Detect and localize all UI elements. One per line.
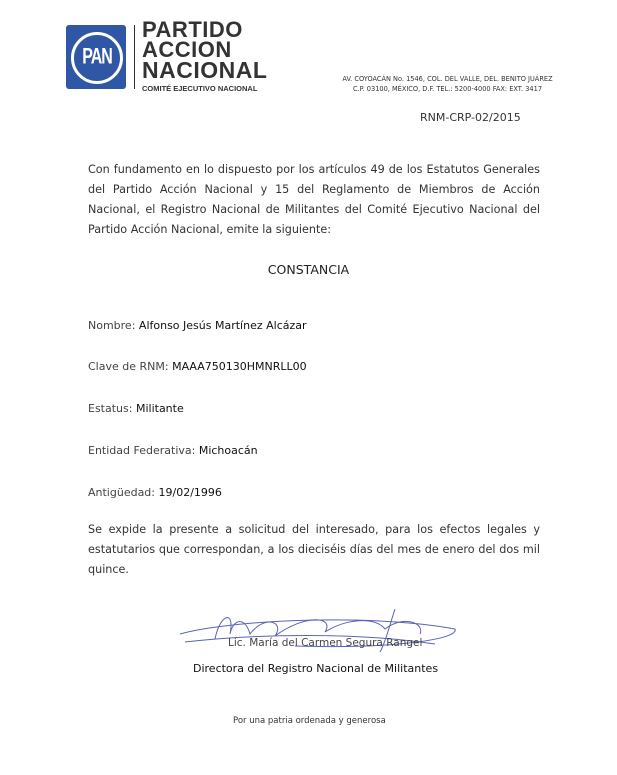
- address-line: AV. COYOACÁN No. 1546, COL. DEL VALLE, DEL. BENITO JUÁREZ: [342, 75, 553, 83]
- pan-logo: [66, 25, 126, 89]
- closing-paragraph: Se expide la presente a solicitud del interesado, para los efectos legales y estatutarios que correspondan, a los dieciséis días del mes de enero del dos mil quince.: [88, 523, 540, 576]
- field-state: Entidad Federativa: Michoacán: [88, 444, 258, 457]
- divider: [134, 25, 135, 89]
- motto: Por una patria ordenada y generosa: [233, 716, 386, 726]
- party-line: PARTIDO: [142, 17, 243, 42]
- address-line: C.P. 03100, MÉXICO, D.F. TEL.: 5200-4000 FAX: EXT. 3417: [352, 85, 543, 93]
- logo-text: PAN: [82, 45, 112, 70]
- field-rnm: Clave de RNM: MAAA750130HMNRLL00: [88, 360, 307, 373]
- field-status: Estatus: Militante: [88, 402, 184, 415]
- document-title: CONSTANCIA: [267, 262, 350, 277]
- party-line: NACIONAL: [142, 57, 268, 83]
- intro-paragraph: Con fundamento en lo dispuesto por los artículos 49 de los Estatutos Generales del Partido Acción Nacional y 15 del Reglamento de Miembros de Acción Nacional, el Registro Nacional de Militantes del Comité Ejecutivo Nacional del Partido Acción Nacional, emite la siguiente:: [88, 163, 540, 236]
- reference-number: RNM-CRP-02/2015: [420, 111, 521, 124]
- party-name: [142, 17, 268, 83]
- address: [330, 74, 565, 94]
- field-name: Nombre: Alfonso Jesús Martínez Alcázar: [88, 319, 307, 332]
- party-line: ACCION: [142, 37, 232, 62]
- signatory-role: Directora del Registro Nacional de Militantes: [193, 662, 439, 675]
- committee-name: COMITÉ EJECUTIVO NACIONAL: [142, 84, 258, 93]
- signatory-name: Lic. María del Carmen Segura Rangel: [228, 637, 423, 649]
- field-seniority: Antigüedad: 19/02/1996: [88, 486, 222, 499]
